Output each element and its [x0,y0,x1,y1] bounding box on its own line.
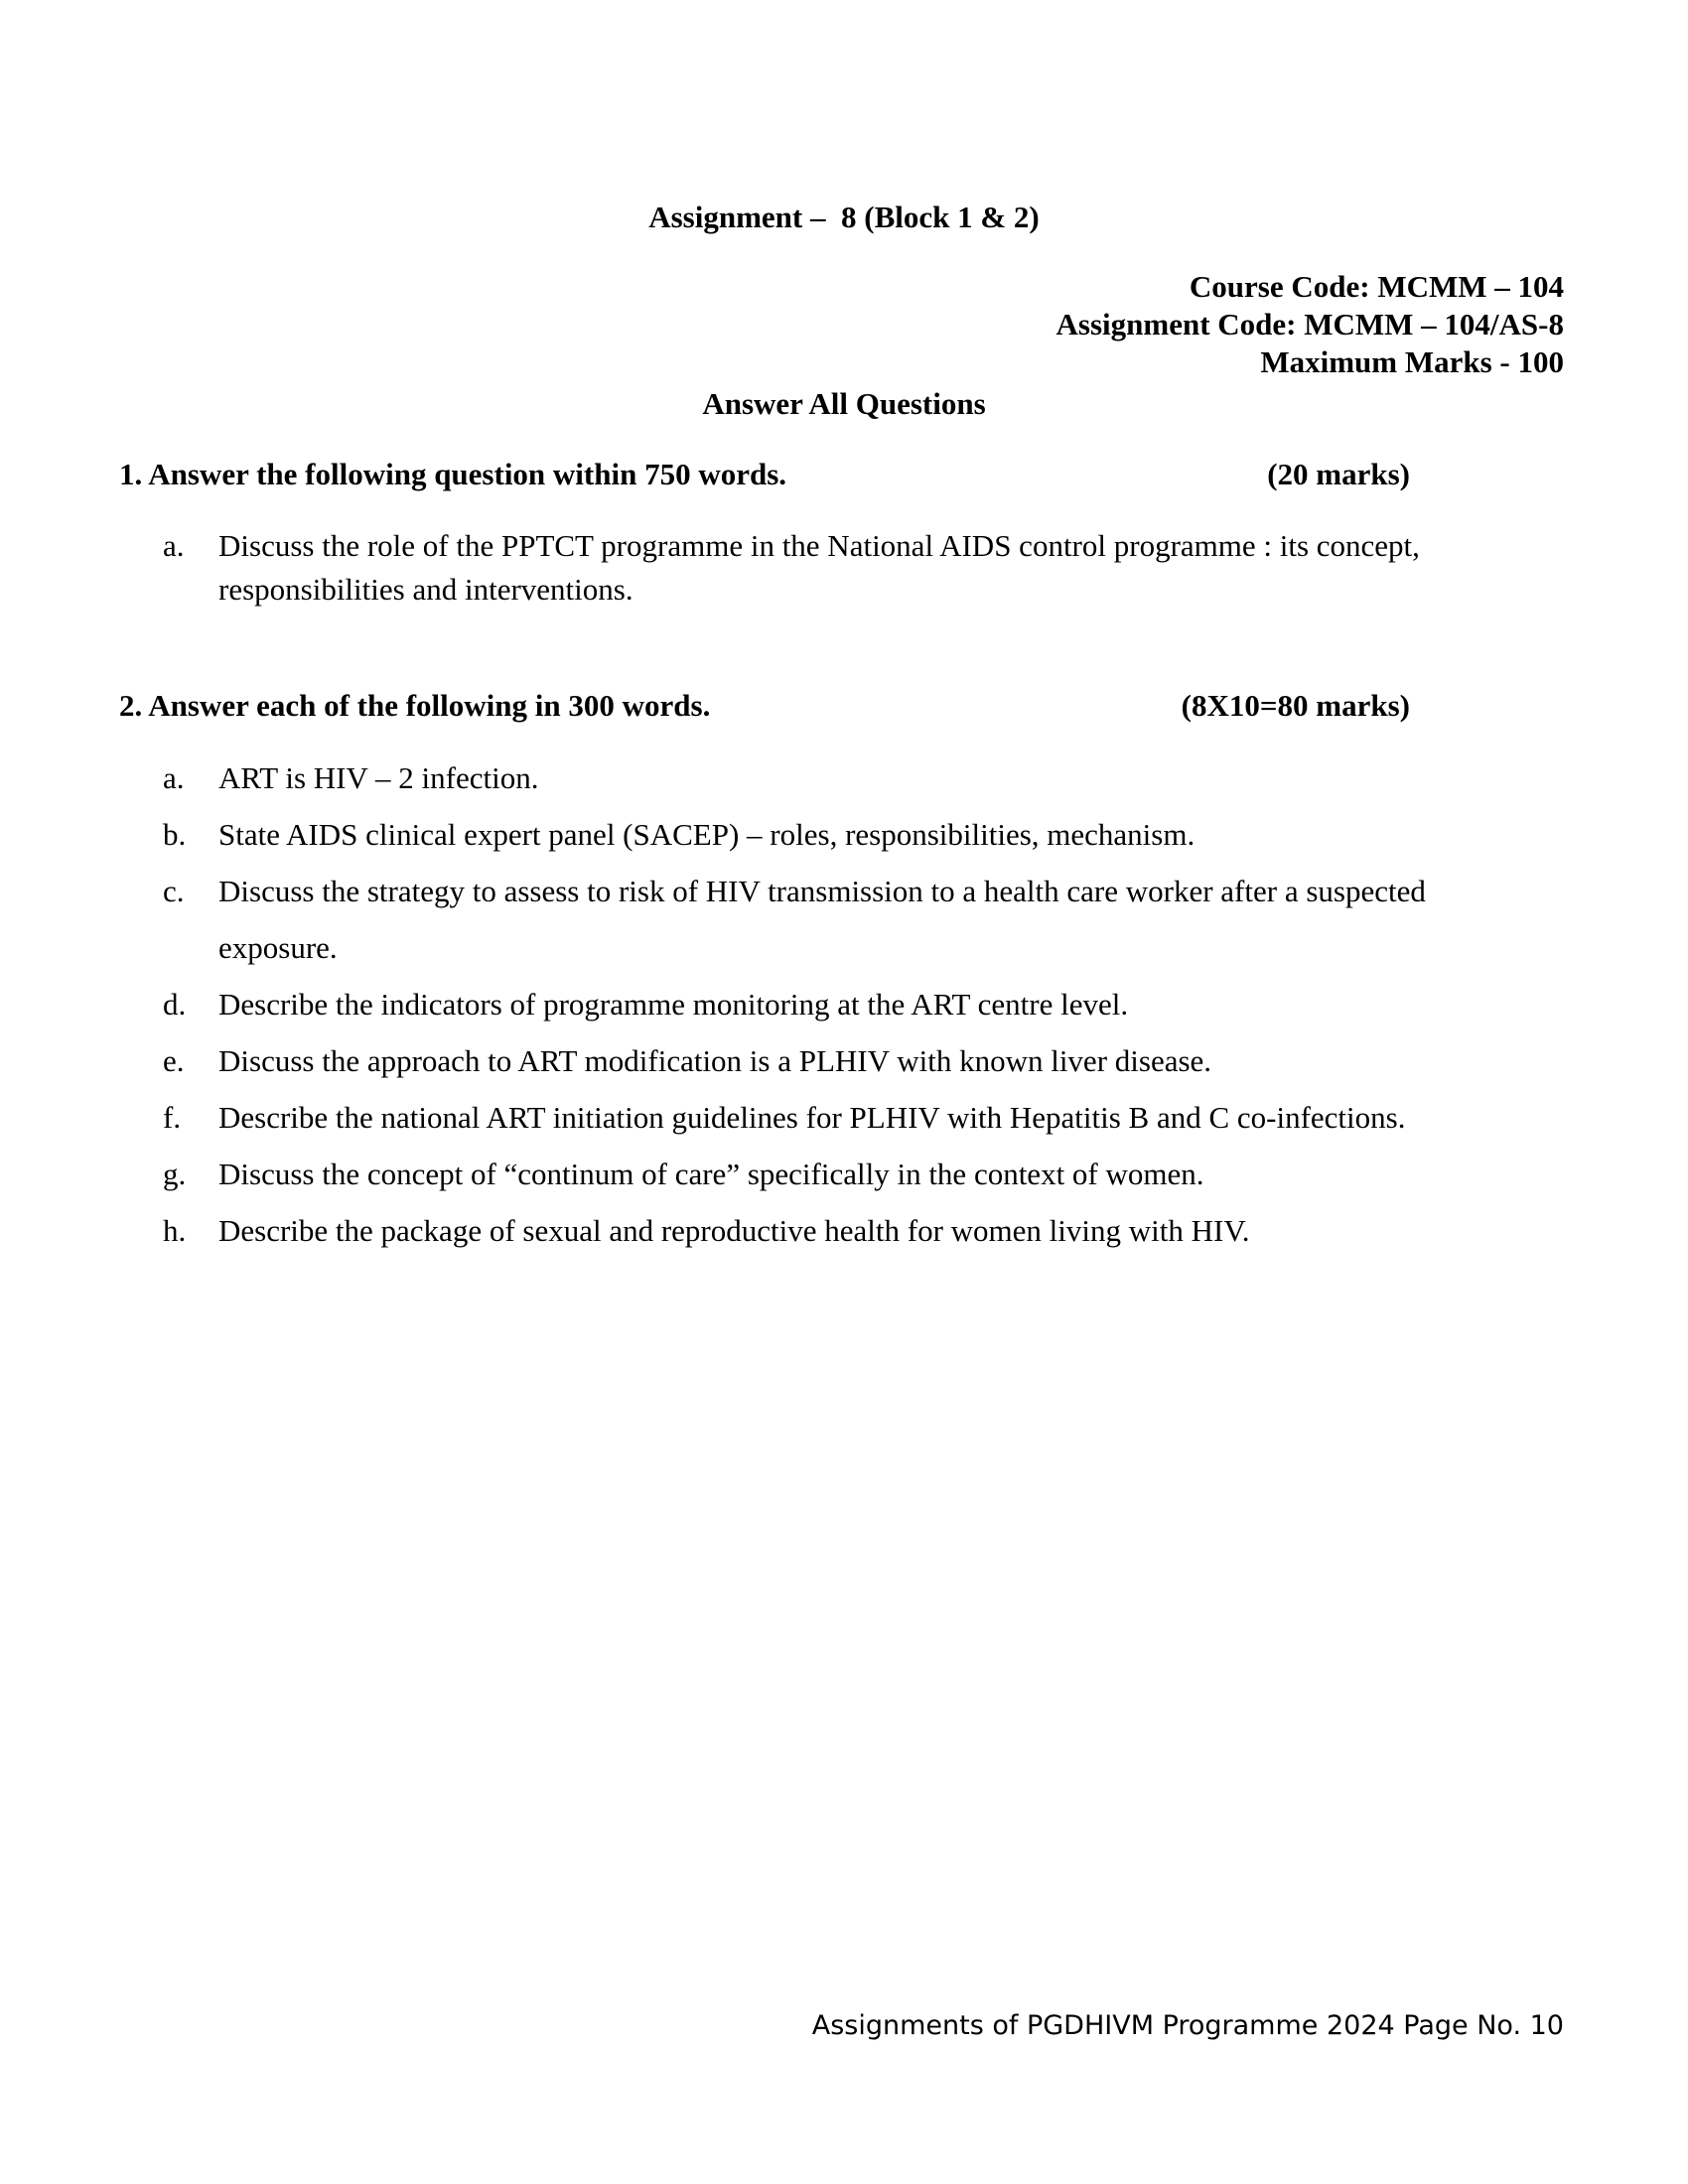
question-text: Describe the package of sexual and reproductive health for women living with HIV. [218,1213,1250,1248]
question-text: Discuss the role of the PPTCT programme in the National AIDS control programme : its concept, responsibilities and interventions. [218,528,1420,607]
question-letter: d. [163,987,187,1022]
section-1-heading [119,454,1410,495]
question-item [159,976,1549,1032]
question-letter: c. [163,874,185,908]
question-text: Discuss the approach to ART modification is a PLHIV with known liver disease. [218,1043,1212,1078]
question-letter: f. [163,1100,182,1135]
question-item [159,1202,1549,1259]
assignment-meta [1056,268,1564,381]
page-footer: Assignments of PGDHIVM Programme 2024 Page No. 10 [811,2010,1564,2041]
section-2-marks: (8X10=80 marks) [1181,688,1410,723]
question-text: State AIDS clinical expert panel (SACEP) – roles, responsibilities, mechanism. [218,817,1196,852]
question-text: Discuss the strategy to assess to risk of HIV transmission to a health care worker after a suspected exposure. [218,874,1426,965]
question-item [159,524,1549,612]
question-letter: h. [163,1213,187,1248]
question-letter: a. [163,528,185,563]
question-text: Describe the national ART initiation guidelines for PLHIV with Hepatitis B and C co-infections. [218,1100,1406,1135]
question-item [159,863,1549,976]
question-item [159,1032,1549,1089]
section-2-title: 2. Answer each of the following in 300 words. [119,688,711,723]
question-item [159,1089,1549,1146]
assignment-code: Assignment Code: MCMM – 104/AS-8 [1055,307,1564,341]
course-code: Course Code: MCMM – 104 [1189,269,1564,304]
section-2-heading [119,685,1410,727]
section-1-question-list [159,524,1549,624]
question-item [159,750,1549,806]
question-letter: e. [163,1043,185,1078]
section-1-title: 1. Answer the following question within 750 words. [119,457,787,491]
instruction-heading: Answer All Questions [702,386,986,421]
section-2-question-list [159,750,1549,1259]
question-item [159,806,1549,863]
question-text: Describe the indicators of programme monitoring at the ART centre level. [218,987,1129,1022]
page-title: Assignment – 8 (Block 1 & 2) [648,200,1040,234]
question-text: Discuss the concept of “continum of care” specifically in the context of women. [218,1157,1204,1191]
section-1-marks: (20 marks) [1267,457,1410,491]
question-letter: g. [163,1157,187,1191]
question-text: ART is HIV – 2 infection. [218,760,539,795]
question-letter: a. [163,760,185,795]
maximum-marks: Maximum Marks - 100 [1260,344,1564,379]
question-letter: b. [163,817,187,852]
question-item [159,1146,1549,1202]
